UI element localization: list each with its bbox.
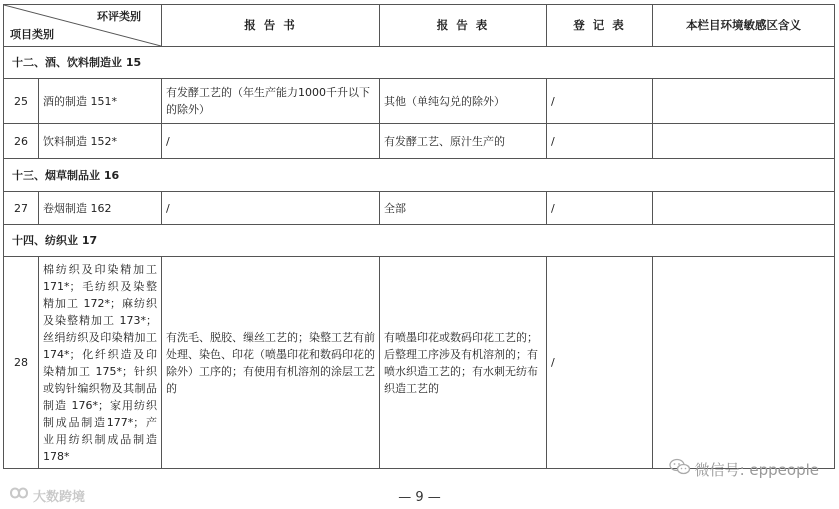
row-register: / [547,257,653,469]
wechat-watermark [669,458,819,480]
row-category: 卷烟制造 162 [39,192,162,225]
table-row [4,192,835,225]
table-row [4,257,835,469]
row-number: 25 [4,79,39,124]
row-number: 26 [4,124,39,159]
row-report: 有发酵工艺的（年生产能力1000千升以下的除外） [162,79,380,124]
row-sensitive [653,257,835,469]
header-form: 报 告 表 [380,5,547,47]
row-sensitive [653,79,835,124]
header-sensitive-area: 本栏目环境敏感区含义 [653,5,835,47]
row-form: 有喷墨印花或数码印花工艺的；后整理工序涉及有机溶剂的；有喷水织造工艺的；有水刺无纺布织造工艺的 [380,257,547,469]
row-form: 其他（单纯勾兑的除外） [380,79,547,124]
row-report: 有洗毛、脱胶、缫丝工艺的；染整工艺有前处理、染色、印花（喷墨印花和数码印花的除外）工序的；有使用有机溶剂的涂层工艺的 [162,257,380,469]
section-row [4,225,835,257]
row-number: 28 [4,257,39,469]
watermark-text: 微信号: eppeople [694,460,819,479]
row-sensitive [653,192,835,225]
row-report: / [162,192,380,225]
header-row [4,5,835,47]
wechat-icon [669,458,691,480]
row-form: 全部 [380,192,547,225]
row-form: 有发酵工艺、原汁生产的 [380,124,547,159]
header-eia-category: 环评类别 [97,10,141,23]
section-title: 十三、烟草制品业 16 [4,159,835,192]
row-category: 酒的制造 151* [39,79,162,124]
table-row [4,79,835,124]
section-title: 十二、酒、饮料制造业 15 [4,47,835,79]
row-sensitive [653,124,835,159]
eia-classification-table [3,4,835,469]
section-title: 十四、纺织业 17 [4,225,835,257]
row-register: / [547,79,653,124]
header-report: 报 告 书 [162,5,380,47]
row-category: 饮料制造 152* [39,124,162,159]
header-corner-cell [4,5,162,47]
logo-text: 大数跨境 [33,489,86,505]
row-number: 27 [4,192,39,225]
page-number: — 9 — [398,490,441,505]
section-row [4,159,835,192]
table-row [4,124,835,159]
row-register: / [547,124,653,159]
row-category: 棉纺织及印染精加工171*；毛纺织及染整精加工 172*；麻纺织及染整精加工 173*；丝绢纺织及印染精加工 174*；化纤织造及印染精加工 175*；针织或钩针编织物及其制品制造 176*；家用纺织制成品制造177*；产业用纺织制成品制造 178* [39,257,162,469]
section-row [4,47,835,79]
row-register: / [547,192,653,225]
header-project-category: 项目类别 [10,28,54,41]
header-register: 登 记 表 [547,5,653,47]
row-report: / [162,124,380,159]
